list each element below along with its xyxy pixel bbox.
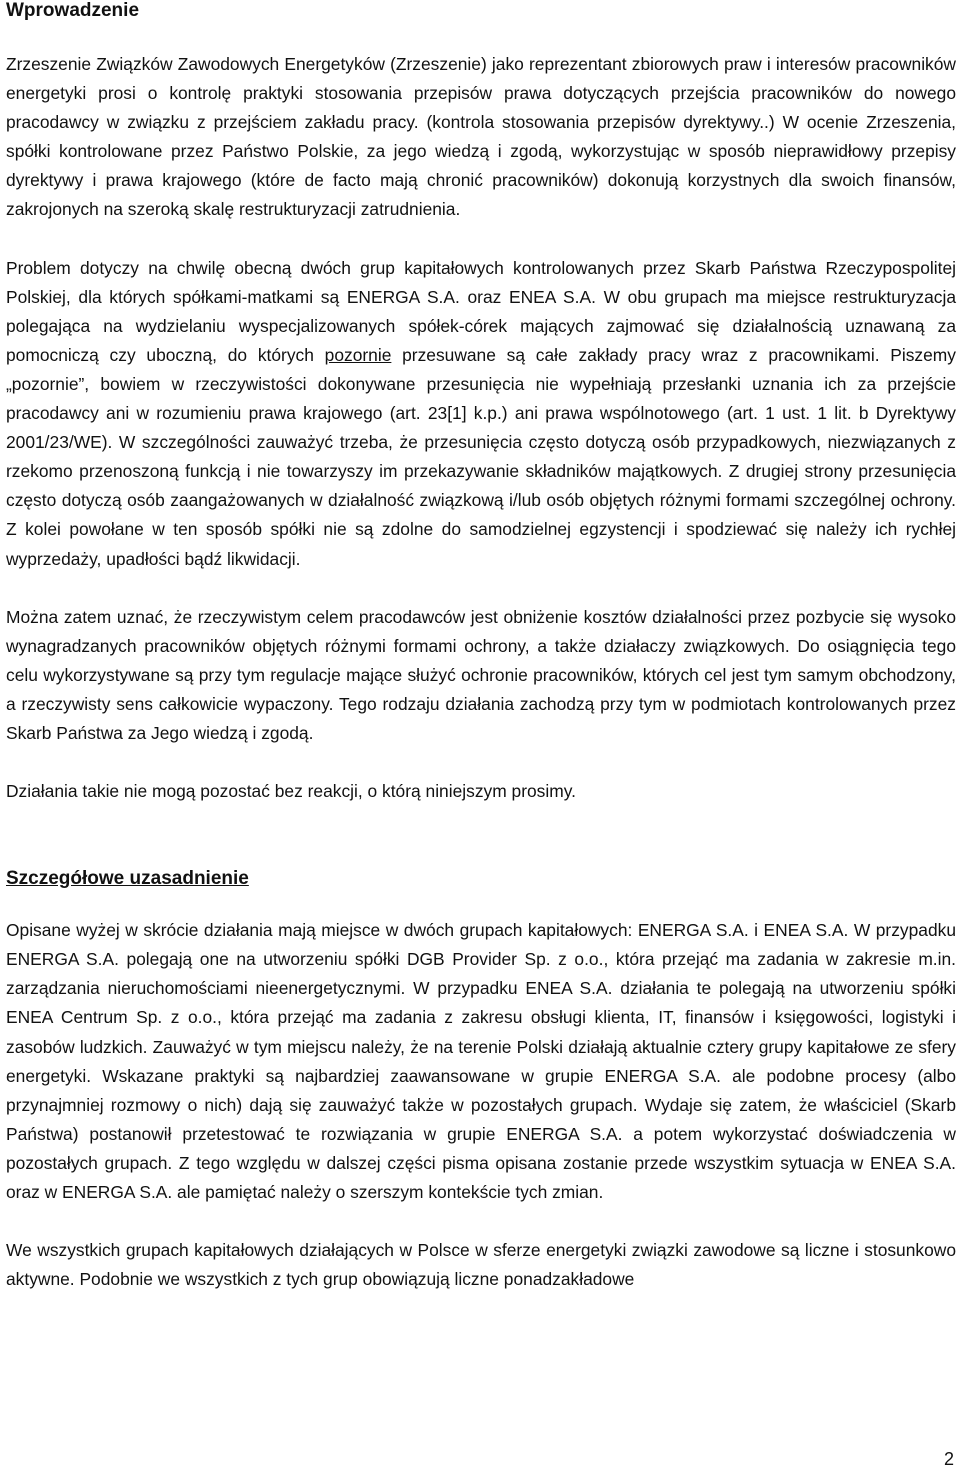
paragraph-problem-text-2: przesuwane są całe zakłady pracy wraz z pracownikami. Piszemy „pozornie”, bowiem w rzeczywistości dokonywane przesunięcia nie wypełniają przesłanki uznania ich za przejście pracodawcy ani w rozumieniu prawa krajowego (art. 23[1] k.p.) ani prawa wspólnotowego (art. 1 ust. 1 lit. b Dyrektywy 2001/23/WE). W szczególności zauważyć trzeba, że przesunięcia często dotyczą osób przypadkowych, niezwiązanych z rzekomo przenoszoną funkcją i nie towarzyszy im przekazywanie składników majątkowych. Z drugiej strony przesunięcia często dotyczą osób zaangażowanych w działalność związkową i/lub osób objętych różnymi formami szczególnej ochrony. Z kolei powołane w ten sposób spółki nie są zdolne do samodzielnej egzystencji i spodziewać się należy ich rychłej wyprzedaży, upadłości bądź likwidacji. [6,344,956,569]
paragraph-unions: We wszystkich grupach kapitałowych działających w Polsce w sferze energetyki związki zawodowe są liczne i stosunkowo aktywne. Podobnie we wszystkich z tych grup obowiązują liczne ponadzakładowe [6,1240,956,1290]
page-number: 2 [943,1449,954,1469]
section-heading-intro: Wprowadzenie [6,0,140,21]
document-page [6,0,956,1294]
underlined-word-pozornie: pozornie [324,344,392,365]
paragraph-problem [6,254,956,574]
paragraph-conclusion: Można zatem uznać, że rzeczywistym celem pracodawców jest obniżenie kosztów działalności przez pozbycie się wysoko wynagradzanych pracowników objętych różnymi formami ochrony, a także działaczy związkowych. Do osiągnięcia tego celu wykorzystywane są przy tym regulacje mające służyć ochronie pracowników, których cel jest tym samym obchodzony, a rzeczywisty sens całkowicie wypaczony. Tego rodzaju działania zachodzą przy tym w podmiotach kontrolowanych przez Skarb Państwa za Jego wiedzą i zgodą. [6,606,956,743]
section-heading-detail: Szczegółowe uzasadnienie [6,868,249,890]
paragraph-detail: Opisane wyżej w skrócie działania mają miejsce w dwóch grupach kapitałowych: ENERGA S.A. i ENEA S.A. W przypadku ENERGA S.A. polegają one na utworzeniu spółki DGB Provider Sp. z o.o., która przejąć ma zadania w zakresie m.in. zarządzania nieruchomościami nieenergetycznymi. W przypadku ENEA S.A. działania te polegają na utworzeniu spółki ENEA Centrum Sp. z o.o., która przejąć ma zadania z zakresu obsługi klienta, IT, finansów i księgowości, logistyki i zasobów ludzkich. Zauważyć w tym miejscu należy, że na terenie Polski działają aktualnie cztery grupy kapitałowe ze sfery energetyki. Wskazane praktyki są najbardziej zaawansowane w grupie ENERGA S.A. ale podobne procesy (albo przynajmniej rozmowy o nich) dają się zauważyć także w pozostałych grupach. Wydaje się zatem, że właściciel (Skarb Państwa) postanowił przetestować te rozwiązania w grupie ENERGA S.A. a potem wykorzystać doświadczenia w pozostałych grupach. Z tego względu w dalszej części pisma opisana zostanie przede wszystkim sytuacja w ENEA S.A. oraz w ENERGA S.A. ale pamiętać należy o szerszym kontekście tych zmian. [6,920,956,1202]
paragraph-problem-text-1: Problem dotyczy na chwilę obecną dwóch grup kapitałowych kontrolowanych przez Skarb Państwa Rzeczypospolitej Polskiej, dla których spółkami-matkami są ENERGA S.A. oraz ENEA S.A. W obu grupach ma miejsce restrukturyzacja polegająca na wydzielaniu wyspecjalizowanych spółek-córek mających zajmować się działalnością uznawaną za pomocniczą czy uboczną, do których [6,257,956,365]
paragraph-request: Działania takie nie mogą pozostać bez reakcji, o którą niniejszym prosimy. [6,781,576,802]
paragraph-intro: Zrzeszenie Związków Zawodowych Energetyków (Zrzeszenie) jako reprezentant zbiorowych praw i interesów pracowników energetyki prosi o kontrolę praktyki stosowania przepisów prawa dotyczących przejścia pracowników do nowego pracodawcy w związku z przejściem zakładu pracy. (kontrola stosowania przepisów dyrektywy..) W ocenie Zrzeszenia, spółki kontrolowane przez Państwo Polskie, za jego wiedzą i zgodą, wykorzystując w sposób nieprawidłowy przepisy dyrektywy i prawa krajowego (które de facto mają chronić pracowników) dokonują korzystnych dla swoich finansów, zakrojonych na szeroką skalę restrukturyzacji zatrudnienia. [6,54,956,220]
